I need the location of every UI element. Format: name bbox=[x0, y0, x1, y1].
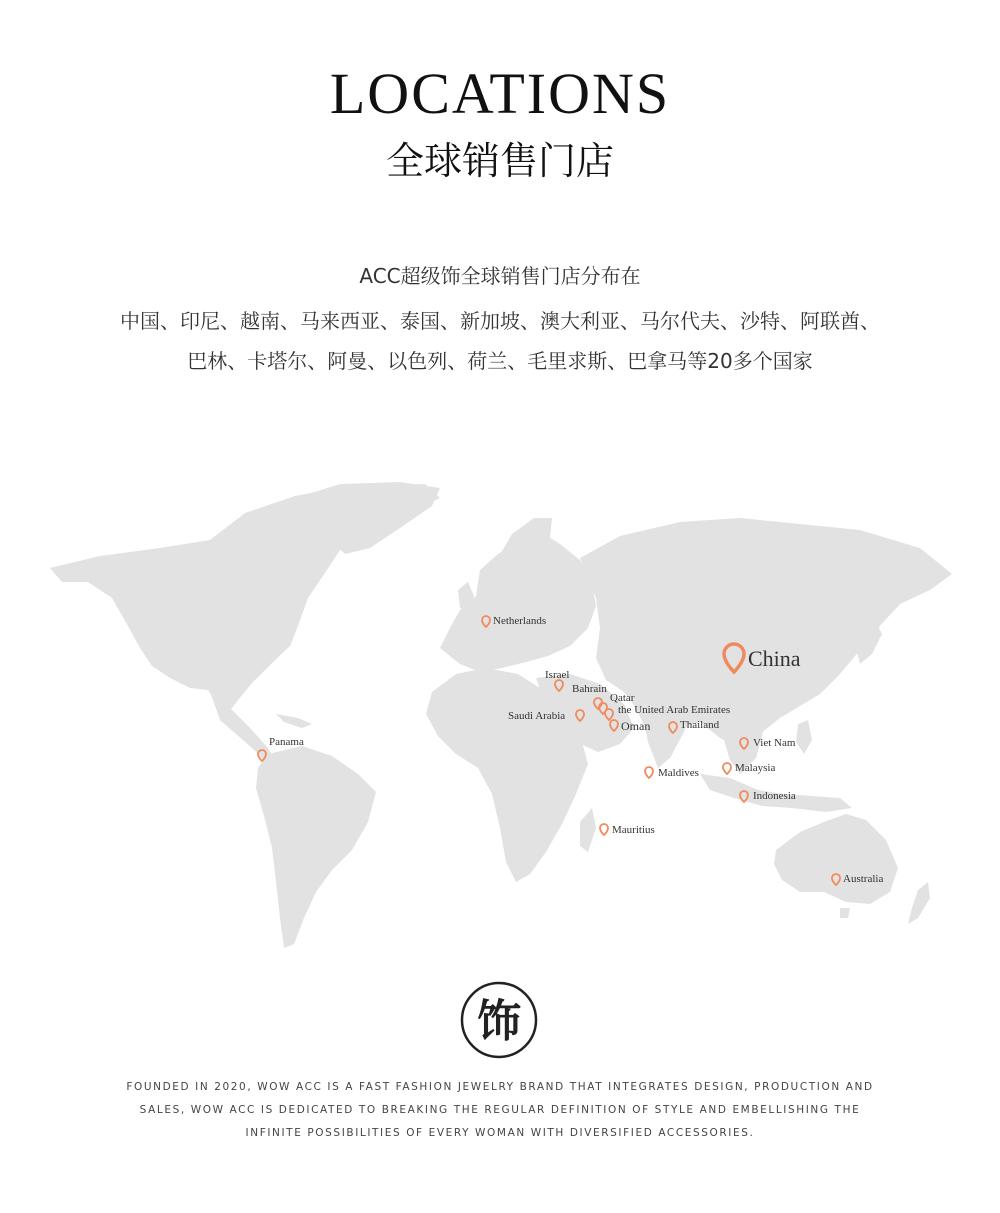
pin-label: Panama bbox=[269, 736, 304, 748]
pin-icon bbox=[645, 767, 653, 778]
pin-label: Netherlands bbox=[493, 615, 547, 627]
pin-icon bbox=[600, 824, 608, 835]
footer-line-2: SALES, WOW ACC IS DEDICATED TO BREAKING THE REGULAR DEFINITION OF STYLE AND EMBELLISHING THE bbox=[139, 1104, 861, 1116]
south-america-shape bbox=[256, 746, 376, 948]
pin-malaysia[interactable] bbox=[723, 762, 775, 774]
brand-logo-icon bbox=[459, 980, 539, 1060]
pin-label: the United Arab Emirates bbox=[618, 704, 731, 716]
pin-label: Bahrain bbox=[572, 683, 607, 695]
tasmania-shape bbox=[840, 908, 850, 918]
page-subtitle: 全球销售门店 bbox=[385, 139, 614, 183]
pin-icon bbox=[723, 763, 731, 774]
pin-label: Viet Nam bbox=[753, 737, 796, 749]
pin-mauritius[interactable] bbox=[600, 824, 655, 836]
pin-label: Thailand bbox=[680, 719, 720, 731]
continents bbox=[50, 482, 952, 948]
pin-label: Malaysia bbox=[735, 762, 776, 774]
pin-label: Qatar bbox=[610, 692, 635, 704]
pin-label: Maldives bbox=[658, 767, 699, 779]
pin-label: Israel bbox=[545, 669, 570, 681]
page-title: LOCATIONS bbox=[329, 61, 671, 126]
footer-line-3: INFINITE POSSIBILITIES OF EVERY WOMAN WITH DIVERSIFIED ACCESSORIES. bbox=[245, 1127, 755, 1139]
footer-line-1: FOUNDED IN 2020, WOW ACC IS A FAST FASHION JEWELRY BRAND THAT INTEGRATES DESIGN, PRODUCTION AND bbox=[126, 1081, 874, 1093]
countries-line-2: 巴林、卡塔尔、阿曼、以色列、荷兰、毛里求斯、巴拿马等20多个国家 bbox=[187, 349, 813, 373]
caribbean-shape bbox=[276, 714, 312, 728]
pin-label: China bbox=[748, 646, 801, 671]
madagascar-shape bbox=[580, 808, 596, 852]
philippines-shape bbox=[796, 720, 812, 754]
pin-label: Australia bbox=[843, 873, 884, 885]
pin-label: Indonesia bbox=[753, 790, 796, 802]
intro-text: ACC超级饰全球销售门店分布在 bbox=[359, 264, 641, 288]
world-map bbox=[40, 478, 960, 958]
australia-shape bbox=[774, 814, 898, 904]
logo-glyph: 饰 bbox=[477, 996, 521, 1047]
world-map-svg bbox=[40, 478, 960, 958]
countries-line-1: 中国、印尼、越南、马来西亚、泰国、新加坡、澳大利亚、马尔代夫、沙特、阿联酋、 bbox=[120, 309, 880, 333]
pin-label: Mauritius bbox=[612, 824, 655, 836]
pin-label: Saudi Arabia bbox=[508, 710, 566, 722]
new-zealand-shape bbox=[908, 882, 930, 924]
pin-maldives[interactable] bbox=[645, 767, 699, 779]
pin-label: Oman bbox=[621, 719, 651, 733]
